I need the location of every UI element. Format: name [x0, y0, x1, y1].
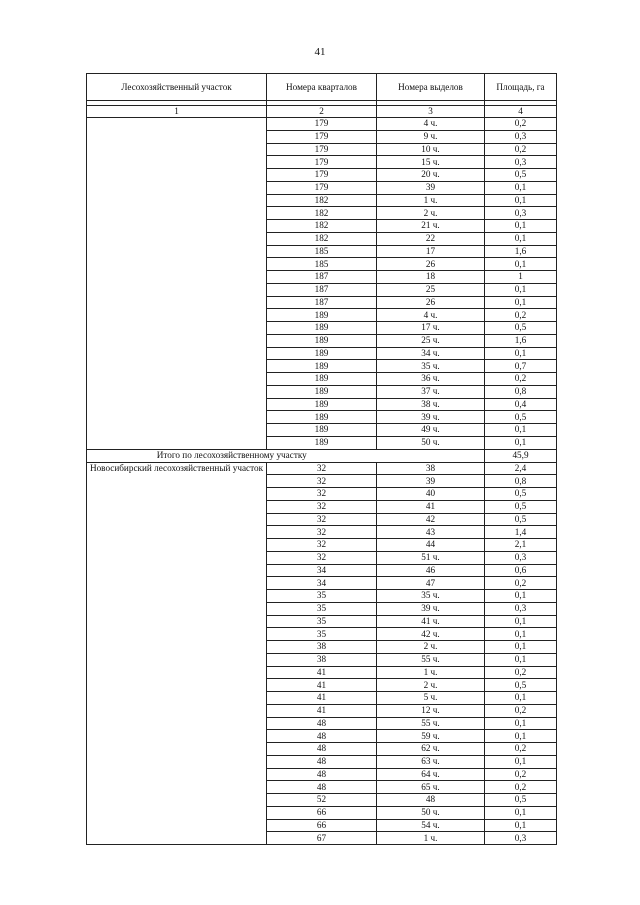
column-header-site: Лесохозяйственный участок [87, 74, 267, 101]
section-number-cell: 39 [377, 475, 485, 488]
section-number-cell: 50 ч. [377, 436, 485, 449]
area-cell: 0,1 [485, 220, 557, 233]
area-cell: 0,5 [485, 794, 557, 807]
area-cell: 0,2 [485, 781, 557, 794]
quarter-number-cell: 32 [267, 551, 377, 564]
section-number-cell: 49 ч. [377, 424, 485, 437]
area-cell: 0,1 [485, 717, 557, 730]
quarter-number-cell: 38 [267, 641, 377, 654]
section-number-cell: 1 ч. [377, 194, 485, 207]
area-cell: 0,1 [485, 424, 557, 437]
column-header-quarters: Номера кварталов [267, 74, 377, 101]
quarter-number-cell: 34 [267, 577, 377, 590]
quarter-number-cell: 38 [267, 653, 377, 666]
quarter-number-cell: 66 [267, 806, 377, 819]
area-cell: 0,1 [485, 181, 557, 194]
quarter-number-cell: 187 [267, 296, 377, 309]
section-number-cell: 55 ч. [377, 717, 485, 730]
section-number-cell: 35 ч. [377, 590, 485, 603]
area-cell: 0,1 [485, 232, 557, 245]
area-cell: 0,8 [485, 385, 557, 398]
site-name-cell [87, 118, 267, 450]
section-number-cell: 36 ч. [377, 373, 485, 386]
area-cell: 2,1 [485, 539, 557, 552]
quarter-number-cell: 48 [267, 781, 377, 794]
column-number: 2 [267, 106, 377, 118]
quarter-number-cell: 189 [267, 398, 377, 411]
area-cell: 0,1 [485, 590, 557, 603]
column-header-area: Площадь, га [485, 74, 557, 101]
section-number-cell: 1 ч. [377, 832, 485, 845]
forest-area-table [86, 73, 557, 845]
section-number-cell: 10 ч. [377, 143, 485, 156]
area-cell: 0,1 [485, 806, 557, 819]
area-cell: 0,1 [485, 653, 557, 666]
area-cell: 0,6 [485, 564, 557, 577]
area-cell: 0,2 [485, 666, 557, 679]
area-cell: 0,5 [485, 169, 557, 182]
quarter-number-cell: 189 [267, 385, 377, 398]
section-number-cell: 38 ч. [377, 398, 485, 411]
section-number-cell: 20 ч. [377, 169, 485, 182]
table-row [87, 462, 557, 475]
quarter-number-cell: 189 [267, 411, 377, 424]
section-number-cell: 4 ч. [377, 118, 485, 131]
area-cell: 0,2 [485, 143, 557, 156]
section-number-cell: 4 ч. [377, 309, 485, 322]
quarter-number-cell: 189 [267, 322, 377, 335]
quarter-number-cell: 32 [267, 462, 377, 475]
quarter-number-cell: 179 [267, 130, 377, 143]
section-number-cell: 47 [377, 577, 485, 590]
section-number-cell: 12 ч. [377, 704, 485, 717]
section-number-cell: 17 ч. [377, 322, 485, 335]
quarter-number-cell: 179 [267, 143, 377, 156]
area-cell: 0,2 [485, 768, 557, 781]
section-number-cell: 51 ч. [377, 551, 485, 564]
column-number-row [87, 106, 557, 118]
section-number-cell: 39 [377, 181, 485, 194]
area-cell: 0,8 [485, 475, 557, 488]
area-cell: 0,1 [485, 258, 557, 271]
area-cell: 0,2 [485, 373, 557, 386]
section-number-cell: 22 [377, 232, 485, 245]
area-cell: 0,1 [485, 819, 557, 832]
section-number-cell: 64 ч. [377, 768, 485, 781]
area-cell: 2,4 [485, 462, 557, 475]
column-number: 1 [87, 106, 267, 118]
header-row [87, 74, 557, 101]
area-cell: 0,1 [485, 692, 557, 705]
area-cell: 0,3 [485, 156, 557, 169]
quarter-number-cell: 35 [267, 602, 377, 615]
area-cell: 1 [485, 271, 557, 284]
quarter-number-cell: 52 [267, 794, 377, 807]
column-number: 4 [485, 106, 557, 118]
section-number-cell: 37 ч. [377, 385, 485, 398]
area-cell: 0,1 [485, 436, 557, 449]
section-number-cell: 65 ч. [377, 781, 485, 794]
section-number-cell: 38 [377, 462, 485, 475]
quarter-number-cell: 32 [267, 500, 377, 513]
quarter-number-cell: 189 [267, 436, 377, 449]
section-number-cell: 55 ч. [377, 653, 485, 666]
area-cell: 0,5 [485, 322, 557, 335]
quarter-number-cell: 32 [267, 513, 377, 526]
area-cell: 0,5 [485, 513, 557, 526]
area-cell: 0,5 [485, 679, 557, 692]
quarter-number-cell: 48 [267, 768, 377, 781]
quarter-number-cell: 189 [267, 309, 377, 322]
section-number-cell: 35 ч. [377, 360, 485, 373]
area-cell: 0,1 [485, 628, 557, 641]
area-cell: 0,1 [485, 755, 557, 768]
section-number-cell: 25 ч. [377, 334, 485, 347]
quarter-number-cell: 185 [267, 258, 377, 271]
page-number: 41 [314, 46, 326, 58]
section-number-cell: 9 ч. [377, 130, 485, 143]
area-cell: 0,7 [485, 360, 557, 373]
column-header-sections: Номера выделов [377, 74, 485, 101]
section-number-cell: 26 [377, 296, 485, 309]
section-number-cell: 54 ч. [377, 819, 485, 832]
section-number-cell: 40 [377, 488, 485, 501]
area-cell: 0,2 [485, 309, 557, 322]
section-number-cell: 26 [377, 258, 485, 271]
area-cell: 0,2 [485, 743, 557, 756]
site-name-cell: Новосибирский лесохозяйственный участок [87, 462, 267, 845]
quarter-number-cell: 41 [267, 704, 377, 717]
area-cell: 0,3 [485, 551, 557, 564]
area-cell: 0,1 [485, 296, 557, 309]
quarter-number-cell: 41 [267, 692, 377, 705]
area-cell: 0,3 [485, 832, 557, 845]
area-cell: 1,6 [485, 245, 557, 258]
section-number-cell: 39 ч. [377, 411, 485, 424]
quarter-number-cell: 34 [267, 564, 377, 577]
section-number-cell: 21 ч. [377, 220, 485, 233]
quarter-number-cell: 48 [267, 755, 377, 768]
quarter-number-cell: 41 [267, 666, 377, 679]
quarter-number-cell: 182 [267, 220, 377, 233]
area-cell: 0,5 [485, 411, 557, 424]
section-number-cell: 17 [377, 245, 485, 258]
quarter-number-cell: 48 [267, 717, 377, 730]
total-row [87, 449, 557, 462]
area-cell: 0,3 [485, 130, 557, 143]
section-number-cell: 41 ч. [377, 615, 485, 628]
quarter-number-cell: 48 [267, 743, 377, 756]
column-number: 3 [377, 106, 485, 118]
section-number-cell: 46 [377, 564, 485, 577]
area-cell: 0,1 [485, 730, 557, 743]
area-cell: 0,2 [485, 704, 557, 717]
section-number-cell: 43 [377, 526, 485, 539]
quarter-number-cell: 182 [267, 194, 377, 207]
quarter-number-cell: 185 [267, 245, 377, 258]
area-cell: 1,6 [485, 334, 557, 347]
area-cell: 0,5 [485, 488, 557, 501]
section-number-cell: 42 [377, 513, 485, 526]
section-number-cell: 50 ч. [377, 806, 485, 819]
section-number-cell: 2 ч. [377, 641, 485, 654]
quarter-number-cell: 189 [267, 360, 377, 373]
area-cell: 1,4 [485, 526, 557, 539]
quarter-number-cell: 187 [267, 271, 377, 284]
area-cell: 0,1 [485, 347, 557, 360]
section-number-cell: 5 ч. [377, 692, 485, 705]
section-number-cell: 62 ч. [377, 743, 485, 756]
section-number-cell: 63 ч. [377, 755, 485, 768]
quarter-number-cell: 41 [267, 679, 377, 692]
quarter-number-cell: 189 [267, 347, 377, 360]
quarter-number-cell: 32 [267, 526, 377, 539]
section-number-cell: 34 ч. [377, 347, 485, 360]
quarter-number-cell: 66 [267, 819, 377, 832]
section-number-cell: 15 ч. [377, 156, 485, 169]
area-cell: 0,1 [485, 641, 557, 654]
quarter-number-cell: 182 [267, 207, 377, 220]
section-number-cell: 25 [377, 283, 485, 296]
quarter-number-cell: 32 [267, 488, 377, 501]
section-number-cell: 48 [377, 794, 485, 807]
quarter-number-cell: 179 [267, 156, 377, 169]
quarter-number-cell: 179 [267, 118, 377, 131]
total-label: Итого по лесохозяйственному участку [87, 449, 377, 462]
area-cell: 0,2 [485, 118, 557, 131]
area-cell: 0,1 [485, 283, 557, 296]
quarter-number-cell: 48 [267, 730, 377, 743]
quarter-number-cell: 35 [267, 615, 377, 628]
section-number-cell: 18 [377, 271, 485, 284]
table-body [87, 101, 557, 845]
table-row [87, 118, 557, 131]
section-number-cell: 2 ч. [377, 207, 485, 220]
section-number-cell: 59 ч. [377, 730, 485, 743]
section-number-cell: 42 ч. [377, 628, 485, 641]
quarter-number-cell: 32 [267, 539, 377, 552]
area-cell: 0,3 [485, 207, 557, 220]
section-number-cell: 44 [377, 539, 485, 552]
quarter-number-cell: 67 [267, 832, 377, 845]
quarter-number-cell: 35 [267, 628, 377, 641]
total-blank-cell [377, 449, 485, 462]
quarter-number-cell: 35 [267, 590, 377, 603]
total-area-value: 45,9 [485, 449, 557, 462]
quarter-number-cell: 182 [267, 232, 377, 245]
quarter-number-cell: 32 [267, 475, 377, 488]
area-cell: 0,3 [485, 602, 557, 615]
quarter-number-cell: 189 [267, 373, 377, 386]
quarter-number-cell: 179 [267, 181, 377, 194]
quarter-number-cell: 179 [267, 169, 377, 182]
area-cell: 0,5 [485, 500, 557, 513]
quarter-number-cell: 189 [267, 424, 377, 437]
quarter-number-cell: 189 [267, 334, 377, 347]
section-number-cell: 41 [377, 500, 485, 513]
area-cell: 0,1 [485, 194, 557, 207]
section-number-cell: 1 ч. [377, 666, 485, 679]
area-cell: 0,1 [485, 615, 557, 628]
section-number-cell: 2 ч. [377, 679, 485, 692]
area-cell: 0,2 [485, 577, 557, 590]
quarter-number-cell: 187 [267, 283, 377, 296]
section-number-cell: 39 ч. [377, 602, 485, 615]
area-cell: 0,4 [485, 398, 557, 411]
